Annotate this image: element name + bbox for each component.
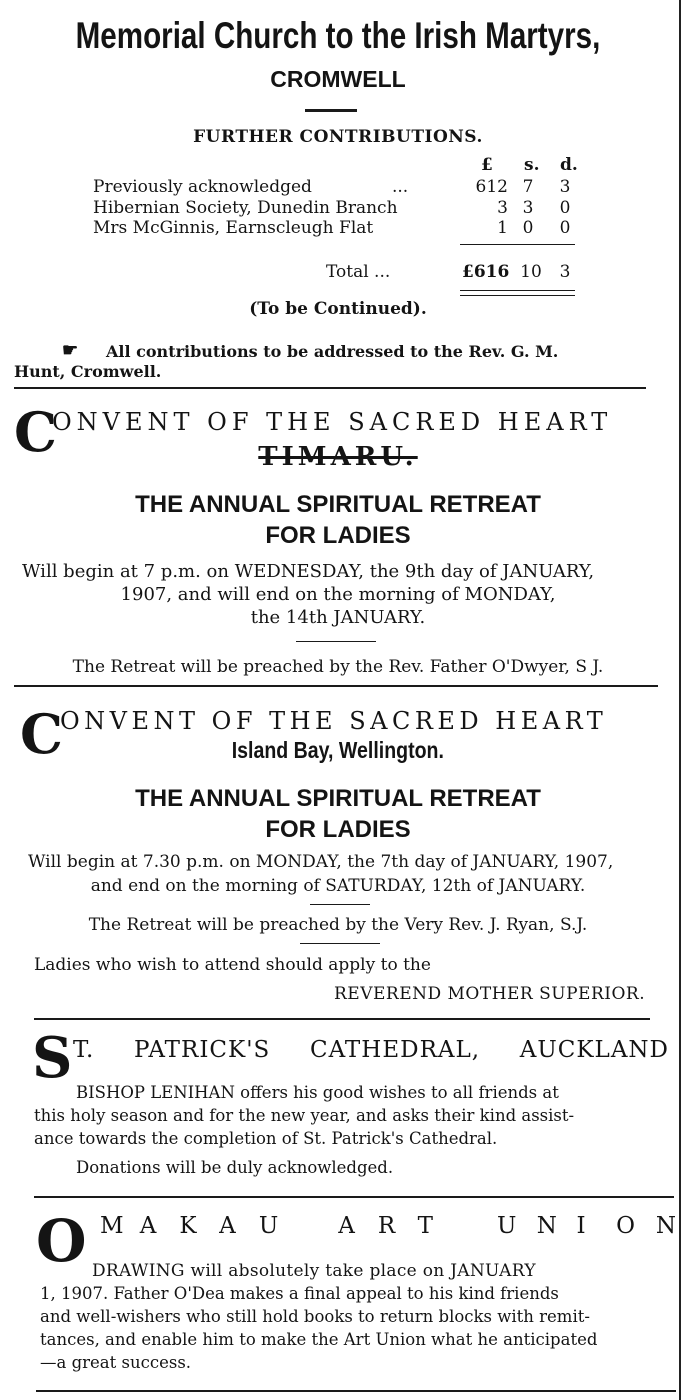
omakau-para-line1: DRAWING will absolutely take place on JANUARY (92, 1261, 536, 1281)
heading-word: CATHEDRAL, (309, 1037, 481, 1063)
retreat-title: THE ANNUAL SPIRITUAL RETREAT (135, 785, 541, 812)
total-double-rule-bottom (460, 295, 575, 296)
auckland-para-line3: ance towards the completion of St. Patrick's Cathedral. (34, 1129, 498, 1148)
timaru-dates-line2: 1907, and will end on the morning of MONDAY, (120, 584, 556, 605)
short-rule (300, 943, 380, 944)
to-be-continued: (To be Continued). (249, 299, 427, 319)
section-divider (34, 1196, 674, 1198)
section-divider (14, 387, 646, 389)
total-double-rule-top (460, 290, 575, 291)
island-bay-apply: Ladies who wish to attend should apply to the (34, 955, 431, 975)
drop-capital: C (14, 400, 57, 464)
auckland-para-line1: BISHOP LENIHAN offers his good wishes to all friends at (76, 1083, 559, 1102)
drop-capital: O (36, 1207, 87, 1275)
pounds-header: £ (481, 155, 493, 175)
heading-letter: A (139, 1213, 157, 1239)
heading-letter: R (377, 1213, 396, 1239)
omakau-heading (100, 1213, 676, 1239)
shillings-header: s. (524, 155, 540, 175)
island-bay-heading: ONVENT OF THE SACRED HEART (60, 707, 608, 735)
section-divider (14, 685, 658, 687)
section-divider (34, 1018, 650, 1020)
heading-word: PATRICK'S (133, 1037, 271, 1063)
pointing-hand-icon: ☛ (62, 340, 79, 361)
contributor-name: Previously acknowledged (93, 177, 312, 197)
heading-letter: A (338, 1213, 355, 1239)
cromwell-place: CROMWELL (270, 66, 406, 92)
timaru-preacher: The Retreat will be preached by the Rev. Father O'Dwyer, S J. (72, 657, 604, 677)
retreat-subtitle: FOR LADIES (265, 522, 411, 549)
short-rule (305, 109, 357, 112)
heading-letter: M (100, 1213, 124, 1239)
omakau-para-line2: 1, 1907. Father O'Dea makes a final appeal to his kind friends (40, 1284, 559, 1303)
drop-capital: C (20, 702, 63, 766)
pounds-value: 612 (475, 177, 508, 197)
island-bay-dates-line1: Will begin at 7.30 p.m. on MONDAY, the 7th day of JANUARY, 1907, (28, 852, 614, 872)
heading-letter: U (497, 1213, 517, 1239)
shillings-value: 3 (522, 198, 534, 218)
pence-value: 0 (559, 218, 571, 238)
total-shillings: 10 (520, 262, 542, 282)
heading-letter: I (576, 1213, 586, 1239)
shillings-value: 0 (522, 218, 534, 238)
omakau-para-line5: —a great success. (40, 1353, 192, 1372)
heading-letter: O (616, 1213, 635, 1239)
island-bay-place: Island Bay, Wellington. (231, 737, 445, 763)
timaru-heading: ONVENT OF THE SACRED HEART (52, 408, 613, 436)
pounds-value: 1 (497, 218, 508, 238)
heading-letter: N (655, 1213, 676, 1239)
heading-letter: T (417, 1213, 433, 1239)
reverend-mother-superior: REVEREND MOTHER SUPERIOR. (334, 984, 646, 1004)
pence-value: 0 (559, 198, 571, 218)
cromwell-note-line1: All contributions to be addressed to the Rev. G. M. (106, 342, 559, 361)
total-label: Total ... (326, 262, 391, 282)
heading-letter: A (219, 1213, 236, 1239)
auckland-heading (73, 1037, 669, 1063)
heading-word: AUCKLAND (519, 1037, 669, 1063)
heading-word: T. (73, 1037, 95, 1063)
section-divider (36, 1390, 676, 1392)
pence-value: 3 (559, 177, 571, 197)
leader-dots: ... (392, 177, 409, 197)
contributor-name: Mrs McGinnis, Earnscleugh Flat (93, 218, 374, 238)
short-rule (296, 641, 376, 642)
heading-letter: U (258, 1213, 279, 1239)
island-bay-preacher: The Retreat will be preached by the Very Rev. J. Ryan, S.J. (88, 915, 588, 935)
retreat-title: THE ANNUAL SPIRITUAL RETREAT (135, 491, 541, 518)
cromwell-title: Memorial Church to the Irish Martyrs, (75, 15, 601, 56)
omakau-para-line4: tances, and enable him to make the Art Union what he anticipated (40, 1330, 598, 1349)
heading-letter: K (179, 1213, 197, 1239)
cromwell-note-line2: Hunt, Cromwell. (14, 362, 162, 381)
sum-rule (460, 244, 575, 245)
total-pounds: £616 (462, 262, 510, 282)
island-bay-place-wrap (0, 737, 676, 764)
island-bay-dates-line2: and end on the morning of SATURDAY, 12th of JANUARY. (90, 876, 586, 896)
auckland-donations: Donations will be duly acknowledged. (76, 1158, 394, 1177)
heading-letter: N (536, 1213, 557, 1239)
timaru-place: TIMARU. (258, 442, 418, 472)
total-pence: 3 (559, 262, 571, 282)
timaru-dates-line1: Will begin at 7 p.m. on WEDNESDAY, the 9th day of JANUARY, (22, 561, 595, 582)
contributor-name: Hibernian Society, Dunedin Branch (93, 198, 398, 218)
omakau-para-line3: and well-wishers who still hold books to return blocks with remit- (40, 1307, 590, 1326)
retreat-subtitle: FOR LADIES (265, 816, 411, 843)
column-rule (679, 0, 681, 1400)
pounds-value: 3 (497, 198, 508, 218)
cromwell-subheading: FURTHER CONTRIBUTIONS. (193, 127, 483, 147)
timaru-dates-line3: the 14th JANUARY. (250, 607, 426, 628)
short-rule (310, 904, 370, 905)
cromwell-notice (0, 14, 676, 58)
auckland-para-line2: this holy season and for the new year, and asks their kind assist- (34, 1106, 575, 1125)
pence-header: d. (560, 155, 578, 175)
shillings-value: 7 (522, 177, 534, 197)
drop-capital: S (32, 1025, 73, 1091)
